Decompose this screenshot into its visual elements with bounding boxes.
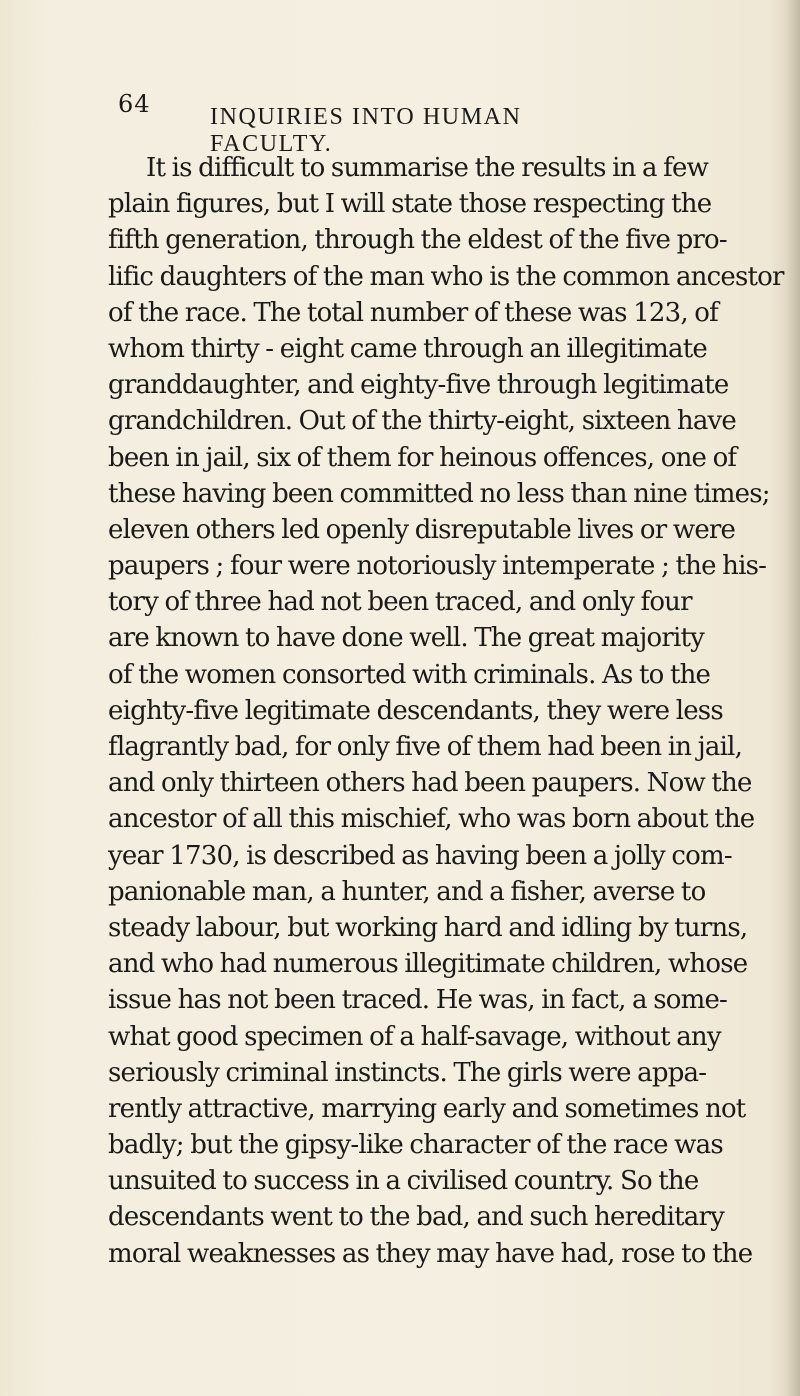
body-paragraph	[108, 150, 784, 1272]
text-line: of the women consorted with criminals. As to the	[108, 659, 711, 690]
page-number: 64	[118, 90, 151, 118]
text-line: are known to have done well. The great majority	[108, 623, 705, 654]
text-line: seriously criminal instincts. The girls were appa-	[108, 1057, 707, 1088]
text-line: tory of three had not been traced, and only four	[108, 587, 692, 618]
text-line: steady labour, but working hard and idling by turns,	[108, 912, 748, 943]
text-line: moral weaknesses as they may have had, rose to the	[108, 1238, 753, 1269]
text-line: badly; but the gipsy-like character of the race was	[108, 1130, 723, 1161]
running-head	[118, 90, 638, 157]
text-line: flagrantly bad, for only five of them had been in jail,	[108, 732, 743, 762]
text-line: grandchildren. Out of the thirty-eight, sixteen have	[108, 406, 736, 437]
text-line: descendants went to the bad, and such hereditary	[108, 1202, 725, 1233]
text-line: fifth generation, through the eldest of the five pro-	[108, 225, 727, 256]
text-line: whom thirty - eight came through an illegitimate	[108, 333, 707, 364]
text-line: what good specimen of a half-savage, without any	[108, 1021, 721, 1052]
text-line: and only thirteen others had been paupers. Now the	[108, 768, 752, 799]
text-line: these having been committed no less than nine times;	[108, 478, 770, 509]
text-line: paupers ; four were notoriously intemperate ; the his-	[108, 551, 767, 582]
text-line: granddaughter, and eighty-five through legitimate	[108, 370, 729, 401]
text-line: unsuited to success in a civilised country. So the	[108, 1166, 699, 1197]
text-line: been in jail, six of them for heinous offences, one of	[108, 442, 737, 473]
text-line: eleven others led openly disreputable lives or were	[108, 514, 736, 545]
text-line: ancestor of all this mischief, who was born about the	[108, 804, 755, 835]
text-line: lific daughters of the man who is the common ancestor	[108, 261, 784, 292]
text-line: eighty-five legitimate descendants, they were less	[108, 695, 723, 726]
page-edge-shadow	[786, 0, 800, 1396]
text-line: issue has not been traced. He was, in fact, a some-	[108, 985, 728, 1016]
text-line: panionable man, a hunter, and a fisher, averse to	[108, 876, 706, 907]
text-line: rently attractive, marrying early and sometimes not	[108, 1093, 746, 1124]
text-line: of the race. The total number of these was 123, of	[108, 297, 718, 328]
text-line: plain figures, but I will state those respecting the	[108, 189, 712, 220]
text-line: year 1730, is described as having been a jolly com-	[108, 840, 732, 871]
text-line: It is difficult to summarise the results in a few	[146, 153, 709, 183]
running-title: INQUIRIES INTO HUMAN FACULTY.	[210, 104, 522, 157]
text-line: and who had numerous illegitimate children, whose	[108, 949, 748, 980]
